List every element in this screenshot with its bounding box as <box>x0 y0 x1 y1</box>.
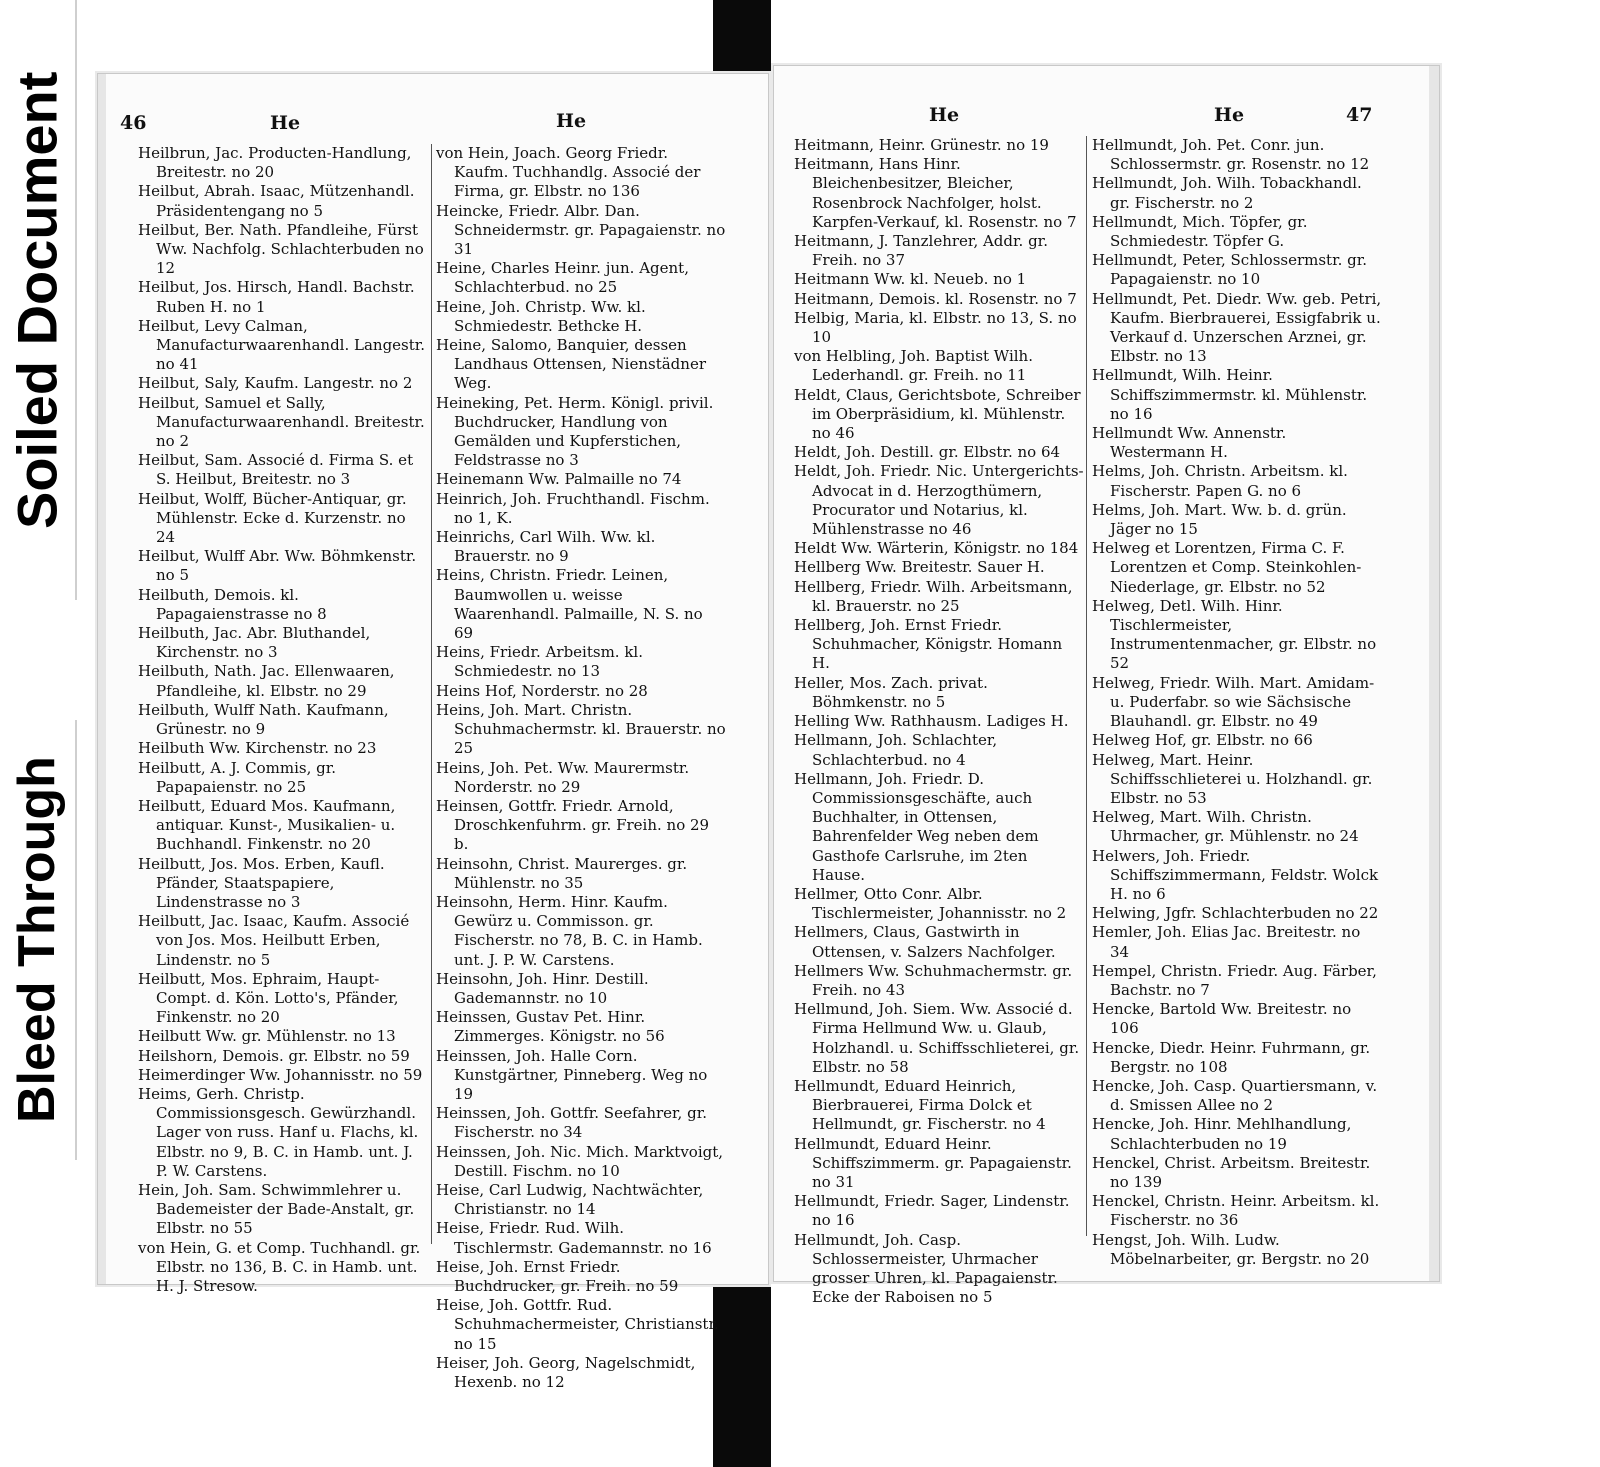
directory-entry: Helling Ww. Rathhausm. Ladiges H. <box>794 712 1069 731</box>
directory-entry: Hellmundt, Peter, Schlossermstr. gr. Papagaienstr. no 10 <box>1092 251 1368 289</box>
directory-entry: Heinsohn, Joh. Hinr. Destill. Gademannstr. no 10 <box>436 969 649 1007</box>
directory-entry: Helweg et Lorentzen, Firma C. F. Lorentzen et Comp. Steinkohlen-Niederlage, gr. Elbstr. no 52 <box>1092 539 1362 596</box>
directory-entry: Hellmundt, Joh. Casp. Schlossermeister, Uhrmacher grosser Uhren, kl. Papagaienstr. Ecke der Raboisen no 5 <box>794 1230 1058 1307</box>
page-edge-shadow <box>1429 66 1439 1281</box>
soiled-document-label: Soiled Document <box>5 71 69 529</box>
directory-entry: Heilbut, Jos. Hirsch, Handl. Bachstr. Ruben H. no 1 <box>138 278 415 316</box>
directory-entry: Heinssen, Joh. Gottfr. Seefahrer, gr. Fischerstr. no 34 <box>436 1104 707 1142</box>
directory-entry: Heimerdinger Ww. Johannisstr. no 59 <box>138 1065 423 1084</box>
directory-entry: Heitmann, Demois. kl. Rosenstr. no 7 <box>794 289 1077 308</box>
directory-entry: Heilbut, Wulff Abr. Ww. Böhmkenstr. no 5 <box>138 547 417 585</box>
directory-entry: Heims, Gerh. Christp. Commissionsgesch. Gewürzhandl. Lager von russ. Hanf u. Flachs, kl. Elbstr. no 9, B. C. in Hamb. unt. J. P. W. Carstens. <box>138 1084 419 1180</box>
directory-entry: Heldt, Joh. Friedr. Nic. Untergerichts-Advocat in d. Herzogthümern, Procurator und Notarius, kl. Mühlenstrasse no 46 <box>794 462 1084 539</box>
column-rule <box>431 144 432 1244</box>
directory-entry: Heise, Joh. Ernst Friedr. Buchdrucker, gr. Freih. no 59 <box>436 1257 679 1295</box>
scan-edge-line <box>75 0 77 600</box>
running-header-left: He <box>929 104 960 126</box>
directory-entry: Helweg, Mart. Wilh. Christn. Uhrmacher, gr. Mühlenstr. no 24 <box>1092 808 1359 846</box>
directory-entry: Heinrich, Joh. Fruchthandl. Fischm. no 1, K. <box>436 489 710 527</box>
directory-entry: Heinsohn, Christ. Maurerges. gr. Mühlenstr. no 35 <box>436 854 688 892</box>
directory-entry: Heilbut, Samuel et Sally, Manufacturwaarenhandl. Breitestr. no 2 <box>138 393 425 451</box>
directory-entry: Helweg, Mart. Heinr. Schiffsschlieterei u. Holzhandl. gr. Elbstr. no 53 <box>1092 750 1373 807</box>
directory-entry: Hencke, Diedr. Heinr. Fuhrmann, gr. Bergstr. no 108 <box>1092 1038 1371 1076</box>
scan-edge-line <box>75 720 77 1160</box>
binding-bar-top <box>713 0 771 78</box>
directory-entry: Heilbuth, Nath. Jac. Ellenwaaren, Pfandleihe, kl. Elbstr. no 29 <box>138 662 395 700</box>
directory-entry: Helms, Joh. Mart. Ww. b. d. grün. Jäger no 15 <box>1092 500 1347 539</box>
directory-entry: Heller, Mos. Zach. privat. Böhmkenstr. no 5 <box>794 673 988 711</box>
directory-entry: Hein, Joh. Sam. Schwimmlehrer u. Bademeister der Bade-Anstalt, gr. Elbstr. no 55 <box>138 1180 415 1238</box>
directory-entry: Hellmers, Claus, Gastwirth in Ottensen, v. Salzers Nachfolger. <box>794 923 1056 961</box>
directory-entry: Heilbut, Abrah. Isaac, Mützenhandl. Präsidentengang no 5 <box>138 182 415 220</box>
directory-entry: Heins Hof, Norderstr. no 28 <box>436 681 648 700</box>
directory-entry: Heilbut, Sam. Associé d. Firma S. et S. Heilbut, Breitestr. no 3 <box>138 451 414 489</box>
directory-entry: Hellberg, Friedr. Wilh. Arbeitsmann, kl. Brauerstr. no 25 <box>794 577 1073 615</box>
directory-entry: von Hein, Joach. Georg Friedr. Kaufm. Tuchhandlg. Associé der Firma, gr. Elbstr. no 136 <box>436 144 701 201</box>
left-page <box>97 73 769 1391</box>
directory-entry: Henckel, Christ. Arbeitsm. Breitestr. no 139 <box>1092 1153 1371 1191</box>
directory-entry: von Hein, G. et Comp. Tuchhandl. gr. Elbstr. no 136, B. C. in Hamb. unt. H. J. Stresow. <box>138 1238 421 1295</box>
directory-entry: Hellmann, Joh. Schlachter, Schlachterbud. no 4 <box>794 731 998 769</box>
running-header-left: He <box>270 112 301 134</box>
left-page-column-2 <box>436 144 726 1391</box>
right-page-column-2 <box>1092 136 1382 1266</box>
directory-entry: Heilbutt, Eduard Mos. Kaufmann, antiquar. Kunst-, Musikalien- u. Buchhandl. Finkenstr. no 20 <box>138 796 396 854</box>
directory-entry: Helweg Hof, gr. Elbstr. no 66 <box>1092 731 1313 750</box>
directory-entry: Helweg, Friedr. Wilh. Mart. Amidam- u. Puderfabr. so wie Sächsische Blauhandl. gr. Elbstr. no 49 <box>1092 673 1375 731</box>
directory-entry: Heins, Friedr. Arbeitsm. kl. Schmiedestr. no 13 <box>436 643 643 681</box>
directory-entry: Heilbrun, Jac. Producten-Handlung, Breitestr. no 20 <box>138 144 412 182</box>
directory-entry: Hempel, Christn. Friedr. Aug. Färber, Bachstr. no 7 <box>1092 961 1377 999</box>
directory-entry: Heine, Joh. Christp. Ww. kl. Schmiedestr. Bethcke H. <box>436 297 646 335</box>
directory-entry: Heine, Salomo, Banquier, dessen Landhaus Ottensen, Nienstädner Weg. <box>436 336 706 393</box>
directory-entry: Heilbut, Saly, Kaufm. Langestr. no 2 <box>138 374 413 393</box>
directory-entry: Hellmundt, Eduard Heinrich, Bierbrauerei, Firma Dolck et Hellmundt, gr. Fischerstr. no 4 <box>794 1076 1046 1134</box>
page-number: 47 <box>1346 104 1373 126</box>
directory-entry: Heine, Charles Heinr. jun. Agent, Schlachterbud. no 25 <box>436 259 689 297</box>
directory-entry: Heilbut, Ber. Nath. Pfandleihe, Fürst Ww. Nachfolg. Schlachterbuden no 12 <box>138 220 424 278</box>
directory-entry: Helbig, Maria, kl. Elbstr. no 13, S. no 10 <box>794 308 1077 347</box>
directory-entry: Heilbutt, Mos. Ephraim, Haupt-Compt. d. Kön. Lotto's, Pfänder, Finkenstr. no 20 <box>138 969 399 1027</box>
directory-entry: Heilbut, Wolff, Bücher-Antiquar, gr. Mühlenstr. Ecke d. Kurzenstr. no 24 <box>138 489 407 547</box>
directory-entry: Heldt, Claus, Gerichtsbote, Schreiber im Oberpräsidium, kl. Mühlenstr. no 46 <box>794 385 1081 443</box>
directory-entry: Hellmer, Otto Conr. Albr. Tischlermeister, Johannisstr. no 2 <box>794 884 1067 923</box>
directory-entry: Hellmundt, Wilh. Heinr. Schiffszimmermstr. kl. Mühlenstr. no 16 <box>1092 366 1368 423</box>
column-rule <box>1086 136 1087 1236</box>
directory-entry: Hellmundt, Friedr. Sager, Lindenstr. no 16 <box>794 1192 1070 1230</box>
directory-entry: Heinssen, Joh. Nic. Mich. Marktvoigt, Destill. Fischm. no 10 <box>436 1142 724 1180</box>
directory-entry: Hellmundt, Eduard Heinr. Schiffszimmerm. gr. Papagaienstr. no 31 <box>794 1134 1072 1191</box>
directory-entry: Hellberg Ww. Breitestr. Sauer H. <box>794 558 1045 577</box>
directory-entry: von Helbling, Joh. Baptist Wilh. Lederhandl. gr. Freih. no 11 <box>794 347 1033 385</box>
directory-entry: Hellmund, Joh. Siem. Ww. Associé d. Firma Hellmund Ww. u. Glaub, Holzhandl. u. Schiffsschlieterei, gr. Elbstr. no 58 <box>794 1000 1080 1076</box>
directory-entry: Heilbut, Levy Calman, Manufacturwaarenhandl. Langestr. no 41 <box>138 316 426 374</box>
directory-entry: Hencke, Bartold Ww. Breitestr. no 106 <box>1092 1000 1352 1038</box>
directory-entry: Hellmundt, Joh. Wilh. Tobackhandl. gr. Fischerstr. no 2 <box>1092 174 1362 212</box>
directory-entry: Heilbuth, Jac. Abr. Bluthandel, Kirchenstr. no 3 <box>138 624 371 662</box>
directory-entry: Heilbutt, Jos. Mos. Erben, Kaufl. Pfänder, Staatspapiere, Lindenstrasse no 3 <box>138 854 385 911</box>
directory-entry: Hellmundt, Mich. Töpfer, gr. Schmiedestr. Töpfer G. <box>1092 212 1308 251</box>
directory-entry: Hellmann, Joh. Friedr. D. Commissionsgeschäfte, auch Buchhalter, in Ottensen, Bahrenfelder Weg neben dem Gasthofe Carlsruhe, im 2ten Hause. <box>794 769 1039 884</box>
directory-entry: Heinssen, Gustav Pet. Hinr. Zimmerges. Königstr. no 56 <box>436 1008 665 1046</box>
directory-entry: Henckel, Christn. Heinr. Arbeitsm. kl. Fischerstr. no 36 <box>1092 1192 1380 1230</box>
directory-entry: Heilbutt, A. J. Commis, gr. Papapaienstr. no 25 <box>138 758 337 796</box>
directory-entry: Heinsohn, Herm. Hinr. Kaufm. Gewürz u. Commisson. gr. Fischerstr. no 78, B. C. in Hamb. unt. J. P. W. Carstens. <box>436 892 703 969</box>
directory-entry: Heldt Ww. Wärterin, Königstr. no 184 <box>794 539 1079 558</box>
directory-entry: Heitmann, Hans Hinr. Bleichenbesitzer, Bleicher, Rosenbrock Nachfolger, holst. Karpfen-Verkauf, kl. Rosenstr. no 7 <box>794 155 1077 231</box>
directory-entry: Heinemann Ww. Palmaille no 74 <box>436 470 682 489</box>
directory-entry: Heitmann, J. Tanzlehrer, Addr. gr. Freih. no 37 <box>794 232 1048 270</box>
directory-entry: Heiser, Joh. Georg, Nagelschmidt, Hexenb. no 12 <box>436 1353 696 1391</box>
directory-entry: Heinssen, Joh. Halle Corn. Kunstgärtner, Pinneberg. Weg no 19 <box>436 1046 708 1103</box>
directory-entry: Hencke, Joh. Casp. Quartiersmann, v. d. Smissen Allee no 2 <box>1092 1076 1378 1115</box>
directory-entry: Helweg, Detl. Wilh. Hinr. Tischlermeister, Instrumentenmacher, gr. Elbstr. no 52 <box>1092 596 1377 673</box>
directory-entry: Heldt, Joh. Destill. gr. Elbstr. no 64 <box>794 443 1061 462</box>
directory-entry: Hellmundt Ww. Annenstr. Westermann H. <box>1092 424 1287 462</box>
left-page-column-1 <box>138 144 428 1295</box>
directory-entry: Heilbuth Ww. Kirchenstr. no 23 <box>138 739 377 758</box>
directory-entry: Heise, Joh. Gottfr. Rud. Schuhmachermeister, Christianstr. no 15 <box>436 1296 719 1353</box>
directory-entry: Hemler, Joh. Elias Jac. Breitestr. no 34 <box>1092 923 1361 961</box>
running-header-right: He <box>1214 104 1245 126</box>
page-edge-shadow <box>98 74 106 1284</box>
directory-entry: Heincke, Friedr. Albr. Dan. Schneidermstr. gr. Papagaienstr. no 31 <box>436 201 726 259</box>
directory-entry: Heilbuth, Wulff Nath. Kaufmann, Grünestr. no 9 <box>138 700 389 739</box>
right-page <box>773 65 1440 1307</box>
running-header-right: He <box>556 110 587 132</box>
directory-entry: Heins, Christn. Friedr. Leinen, Baumwollen u. weisse Waarenhandl. Palmaille, N. S. no 69 <box>436 566 703 643</box>
directory-entry: Helms, Joh. Christn. Arbeitsm. kl. Fischerstr. Papen G. no 6 <box>1092 462 1348 500</box>
bleed-through-label: Bleed Through <box>8 756 66 1124</box>
directory-entry: Heins, Joh. Mart. Christn. Schuhmachermstr. kl. Brauerstr. no 25 <box>436 700 726 758</box>
directory-entry: Heinsen, Gottfr. Friedr. Arnold, Droschkenfuhrm. gr. Freih. no 29 b. <box>436 796 710 854</box>
directory-entry: Heise, Friedr. Rud. Wilh. Tischlermstr. Gademannstr. no 16 <box>436 1219 712 1257</box>
directory-entry: Heilbuth, Demois. kl. Papagaienstrasse no 8 <box>138 585 327 623</box>
right-page-column-1 <box>794 136 1084 1307</box>
directory-entry: Helwers, Joh. Friedr. Schiffszimmermann, Feldstr. Wolck H. no 6 <box>1092 846 1379 903</box>
directory-entry: Hellberg, Joh. Ernst Friedr. Schuhmacher, Königstr. Homann H. <box>794 616 1063 673</box>
directory-entry: Heins, Joh. Pet. Ww. Maurermstr. Norderstr. no 29 <box>436 758 690 796</box>
directory-entry: Heilshorn, Demois. gr. Elbstr. no 59 <box>138 1046 410 1065</box>
directory-entry: Hengst, Joh. Wilh. Ludw. Möbelnarbeiter, gr. Bergstr. no 20 <box>1092 1230 1370 1268</box>
directory-entry: Heise, Carl Ludwig, Nachtwächter, Christianstr. no 14 <box>436 1180 704 1219</box>
page-number: 46 <box>120 112 147 134</box>
directory-entry: Hellmundt, Joh. Pet. Conr. jun. Schlossermstr. gr. Rosenstr. no 12 <box>1092 136 1370 174</box>
directory-entry: Heitmann Ww. kl. Neueb. no 1 <box>794 270 1027 289</box>
directory-entry: Helwing, Jgfr. Schlachterbuden no 22 <box>1092 904 1379 923</box>
directory-entry: Heitmann, Heinr. Grünestr. no 19 <box>794 136 1049 154</box>
directory-entry: Heilbutt, Jac. Isaac, Kaufm. Associé von Jos. Mos. Heilbutt Erben, Lindenstr. no 5 <box>138 912 410 969</box>
directory-entry: Heinrichs, Carl Wilh. Ww. kl. Brauerstr. no 9 <box>436 528 656 566</box>
directory-entry: Heineking, Pet. Herm. Königl. privil. Buchdrucker, Handlung von Gemälden und Kupferstichen, Feldstrasse no 3 <box>436 393 714 470</box>
directory-entry: Hellmers Ww. Schuhmachermstr. gr. Freih. no 43 <box>794 961 1073 999</box>
directory-entry: Hellmundt, Pet. Diedr. Ww. geb. Petri, Kaufm. Bierbrauerei, Essigfabrik u. Verkauf d. Unzerschen Arznei, gr. Elbstr. no 13 <box>1092 289 1382 366</box>
directory-entry: Hencke, Joh. Hinr. Mehlhandlung, Schlachterbuden no 19 <box>1092 1115 1352 1153</box>
directory-entry: Heilbutt Ww. gr. Mühlenstr. no 13 <box>138 1027 396 1046</box>
